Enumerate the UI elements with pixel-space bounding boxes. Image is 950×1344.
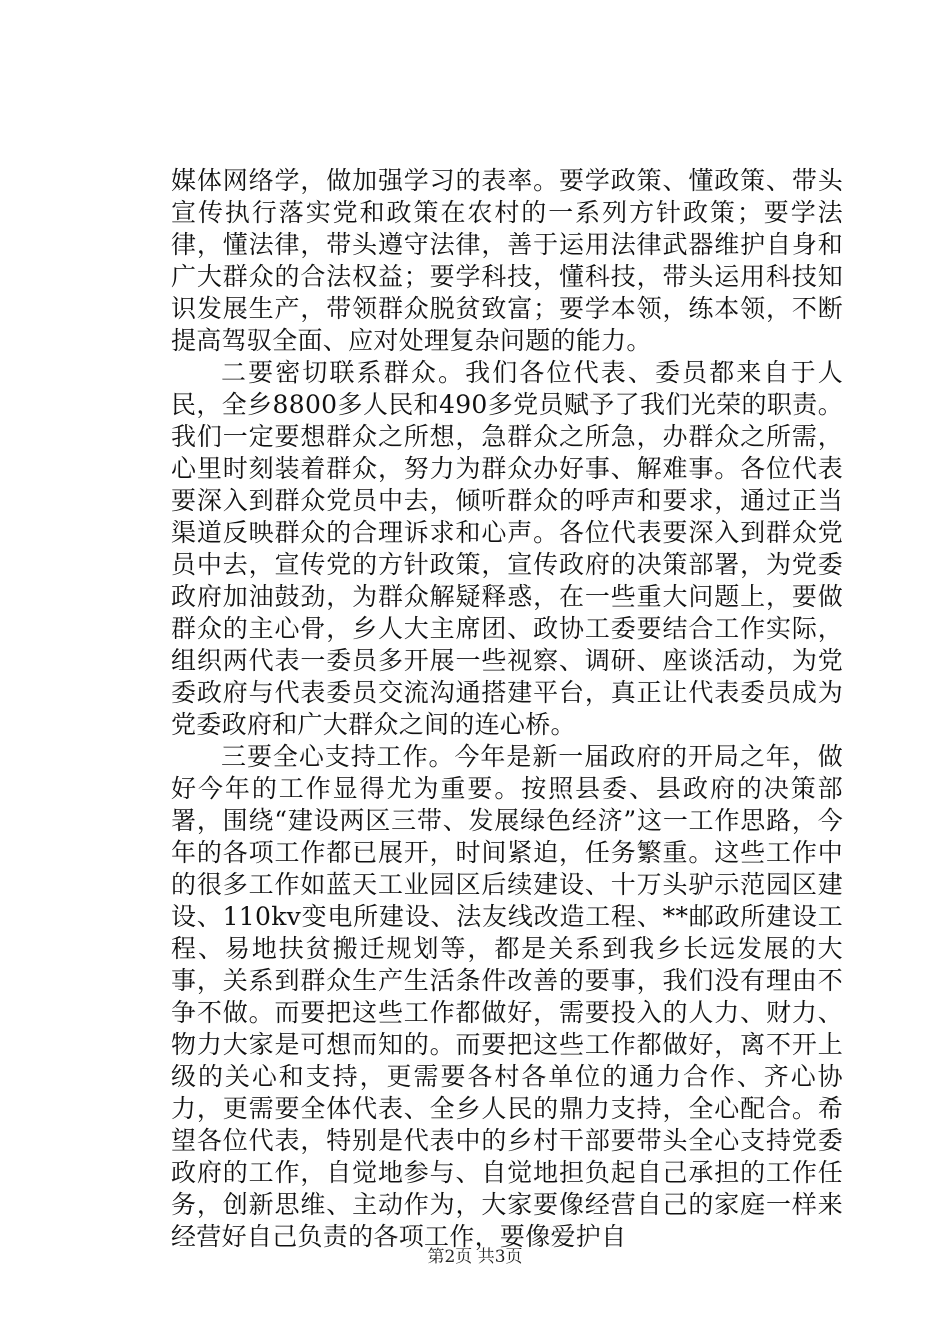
document-body — [171, 165, 843, 1253]
page-number: 第2页 共3页 — [427, 1247, 523, 1267]
paragraph-2: 二要密切联系群众。我们各位代表、委员都来自于人民，全乡8800多人民和490多党员赋予了我们光荣的职责。我们一定要想群众之所想，急群众之所急，办群众之所需，心里时刻装着群众，努力为群众办好事、解难事。各位代表要深入到群众党员中去，倾听群众的呼声和要求，通过正当渠道反映群众的合理诉求和心声。各位代表要深入到群众党员中去，宣传党的方针政策，宣传政府的决策部署，为党委政府加油鼓劲，为群众解疑释惑，在一些重大问题上，要做群众的主心骨，乡人大主席团、政协工委要结合工作实际，组织两代表一委员多开展一些视察、调研、座谈活动，为党委政府与代表委员交流沟通搭建平台，真正让代表委员成为党委政府和广大群众之间的连心桥。 — [171, 358, 843, 739]
page-footer — [0, 1246, 950, 1268]
paragraph-1: 媒体网络学，做加强学习的表率。要学政策、懂政策、带头宣传执行落实党和政策在农村的一系列方针政策；要学法律，懂法律，带头遵守法律，善于运用法律武器维护自身和广大群众的合法权益；要学科技，懂科技，带头运用科技知识发展生产，带领群众脱贫致富；要学本领，练本领，不断提高驾驭全面、应对处理复杂问题的能力。 — [171, 166, 843, 355]
paragraph-3: 三要全心支持工作。今年是新一届政府的开局之年，做好今年的工作显得尤为重要。按照县委、县政府的决策部署，围绕“建设两区三带、发展绿色经济”这一工作思路，今年的各项工作都已展开，时间紧迫，任务繁重。这些工作中的很多工作如蓝天工业园区后续建设、十万头驴示范园区建设、110kv变电所建设、法友线改造工程、**邮政所建设工程、易地扶贫搬迁规划等，都是关系到我乡长远发展的大事，关系到群众生产生活条件改善的要事，我们没有理由不争不做。而要把这些工作都做好，需要投入的人力、财力、物力大家是可想而知的。而要把这些工作都做好，离不开上级的关心和支持，更需要各村各单位的通力合作、齐心协力，更需要全体代表、全乡人民的鼎力支持，全心配合。希望各位代表，特别是代表中的乡村干部要带头全心支持党委政府的工作，自觉地参与、自觉地担负起自己承担的工作任务，创新思维、主动作为，大家要像经营自己的家庭一样来经营好自己负责的各项工作，要像爱护自 — [171, 742, 843, 1251]
